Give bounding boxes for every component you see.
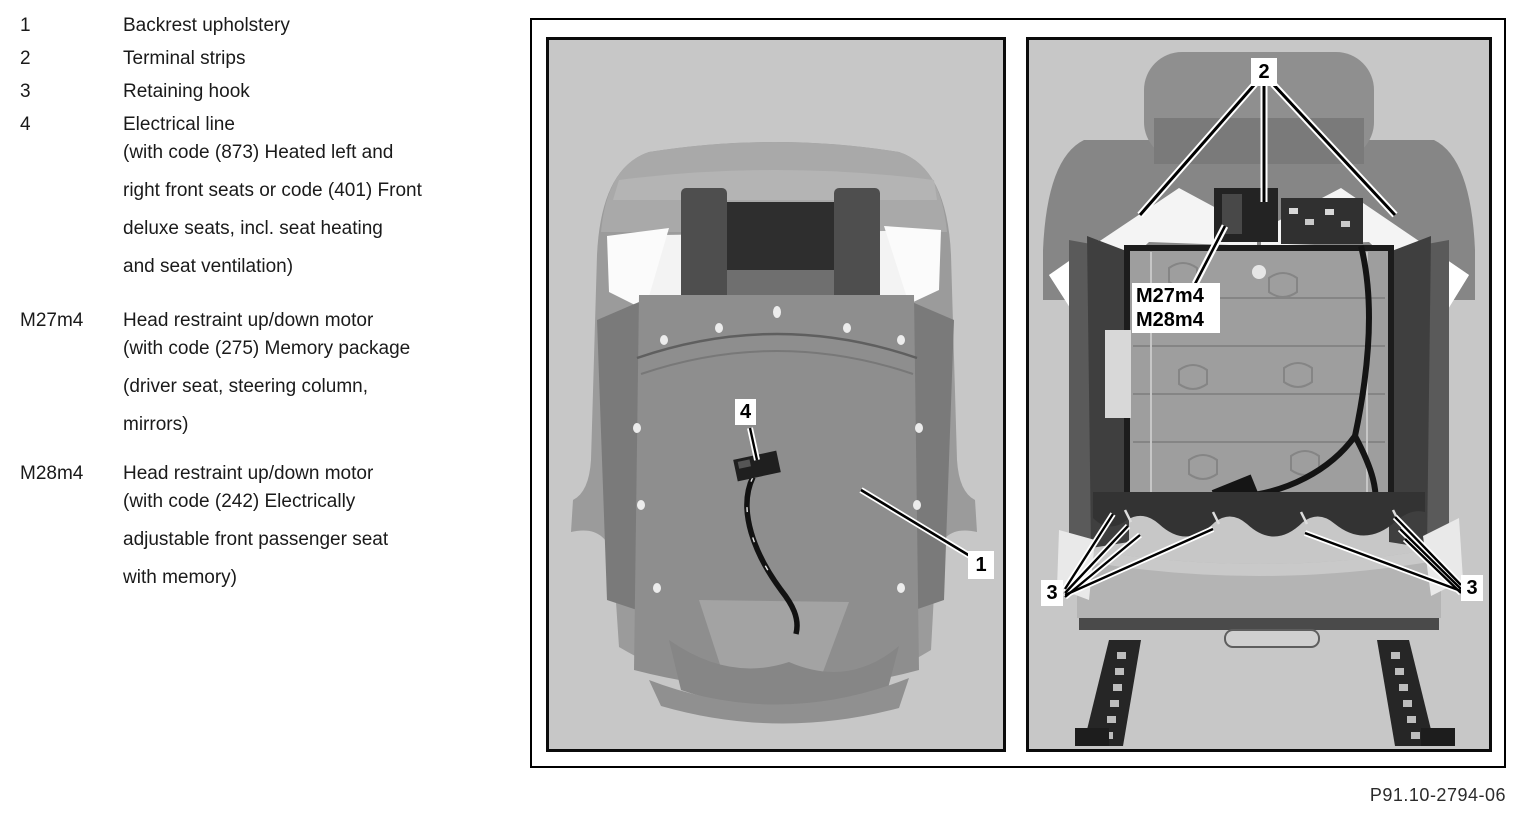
legend-text-line: Retaining hook <box>123 81 250 102</box>
callout-motor-line1: M27m4 <box>1136 285 1204 307</box>
legend-text-line: with memory) <box>123 567 238 588</box>
legend-text-line: and seat ventilation) <box>123 256 294 277</box>
legend-text-line: (driver seat, steering column, <box>123 376 368 397</box>
legend-text-line: Head restraint up/down motor <box>123 310 374 331</box>
legend-key: M28m4 <box>20 463 84 484</box>
legend-text-line: deluxe seats, incl. seat heating <box>123 218 383 239</box>
figure-frame <box>530 18 1506 768</box>
legend-text-line: (with code (275) Memory package <box>123 338 411 359</box>
legend-text-line: (with code (242) Electrically <box>123 491 356 512</box>
callout-motor-box <box>1132 283 1220 333</box>
left-photo-art <box>549 40 1002 749</box>
callout-backrest-upholstery: 1 <box>968 551 994 579</box>
callout-terminal-strips: 2 <box>1251 58 1277 86</box>
figure-code: P91.10-2794-06 <box>1369 785 1506 805</box>
right-photo-art <box>1029 40 1489 749</box>
legend-key: 4 <box>20 114 31 135</box>
callout-retaining-hook-right: 3 <box>1461 575 1483 601</box>
legend-key: 2 <box>20 48 31 69</box>
legend-key: 3 <box>20 81 31 102</box>
left-photo <box>546 37 1006 752</box>
legend-key: M27m4 <box>20 310 84 331</box>
legend-text-line: adjustable front passenger seat <box>123 529 389 550</box>
callout-retaining-hook-left: 3 <box>1041 580 1063 606</box>
legend-text-line: right front seats or code (401) Front <box>123 180 422 201</box>
seat-rails <box>1075 640 1455 746</box>
callout-motor-line2: M28m4 <box>1136 309 1204 331</box>
callout-electrical-line: 4 <box>735 399 756 425</box>
legend-text-line: Backrest upholstery <box>123 15 290 36</box>
legend-text-line: Electrical line <box>123 114 235 135</box>
legend-text-line: (with code (873) Heated left and <box>123 142 394 163</box>
legend-key: 1 <box>20 15 31 36</box>
legend-text-line: mirrors) <box>123 414 189 435</box>
legend-text-line: Terminal strips <box>123 48 246 69</box>
right-photo <box>1026 37 1492 752</box>
legend-text-line: Head restraint up/down motor <box>123 463 374 484</box>
